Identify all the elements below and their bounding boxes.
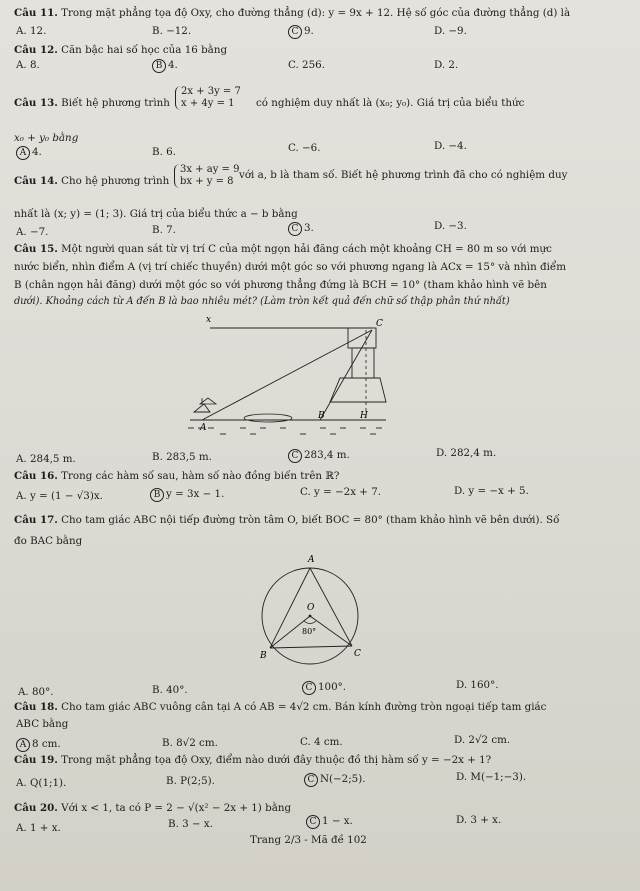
q19-stem: Câu 19. Trong mặt phẳng tọa độ Oxy, điểm nào dưới đây thuộc đồ thị hàm số y = −2x + 1? (14, 754, 492, 766)
label-c: C (376, 319, 383, 329)
q18-option-a[interactable]: A 8 cm. (16, 738, 61, 752)
q18-option-d[interactable]: D. 2√2 cm. (454, 734, 511, 746)
q14-option-a[interactable]: A. −7. (16, 226, 49, 238)
center-point (309, 615, 312, 618)
q14-option-d[interactable]: D. −3. (434, 220, 467, 232)
q11-option-c[interactable]: C 9. (288, 25, 314, 39)
q17-stem: Câu 17. Cho tam giác ABC nội tiếp đường tròn tâm O, biết BOC = 80° (tham khảo hình vẽ bên dưới). Số (14, 514, 560, 526)
q11-option-b[interactable]: B. −12. (152, 25, 192, 37)
q17-option-c[interactable]: C 100°. (302, 681, 346, 695)
label-a: A (308, 555, 315, 565)
label-c: C (354, 649, 361, 659)
q16-option-d[interactable]: D. y = −x + 5. (454, 485, 529, 497)
q11-stem: Câu 11. Trong mặt phẳng tọa độ Oxy, cho đường thẳng (d): y = 9x + 12. Hệ số góc của đường thẳng (d) là (14, 7, 571, 19)
q17-option-a[interactable]: A. 80°. (18, 686, 54, 698)
q13-option-b[interactable]: B. 6. (152, 146, 176, 158)
q19-option-a[interactable]: A. Q(1;1). (16, 777, 67, 789)
selected-circle-icon: C (302, 681, 316, 695)
side-bc (270, 646, 352, 648)
q15-option-b[interactable]: B. 283,5 m. (152, 451, 212, 463)
q13-option-d[interactable]: D. −4. (434, 140, 467, 152)
q14-stem-cont: với a, b là tham số. Biết hệ phương trình đã cho có nghiệm duy (239, 169, 568, 181)
selected-circle-icon: C (306, 815, 320, 829)
selected-circle-icon: C (288, 222, 302, 236)
side-ac (310, 568, 352, 646)
q13-stem-cont: có nghiệm duy nhất là (x₀; y₀). Giá trị của biểu thức (256, 97, 525, 109)
selected-circle-icon: C (304, 773, 318, 787)
q15-stem-line2: nước biển, nhìn điểm A (vị trí chiếc thuyền) dưới một góc so với phương ngang là ACx = 15° và nhìn điểm (14, 261, 567, 273)
boat-icon (194, 404, 210, 412)
q16-option-a[interactable]: A. y = (1 − √3)x. (16, 490, 103, 502)
selected-circle-icon: B (152, 59, 166, 73)
rock-icon (244, 414, 292, 422)
lighthouse-figure (180, 308, 390, 440)
q13-option-c[interactable]: C. −6. (288, 142, 321, 154)
q14-system: 3x + ay = 9 bx + y = 8 (174, 164, 239, 188)
side-ab (270, 568, 310, 648)
q12-option-b[interactable]: B 4. (152, 59, 178, 73)
page-footer: Trang 2/3 - Mã đề 102 (250, 834, 367, 846)
q11-option-a[interactable]: A. 12. (16, 25, 47, 37)
q12-option-c[interactable]: C. 256. (288, 59, 325, 71)
q15-stem: Câu 15. Một người quan sát từ vị trí C của một ngọn hải đăng cách một khoảng CH = 80 m so với mực (14, 243, 552, 255)
water-waves (188, 428, 382, 434)
q17-stem-line2: đo BAC bằng (14, 535, 83, 547)
selected-circle-icon: B (150, 488, 164, 502)
label-angle: 80° (302, 627, 317, 636)
label-b: B (260, 651, 267, 661)
q12-option-a[interactable]: A. 8. (16, 59, 40, 71)
label-h: H (360, 411, 368, 421)
label-o: O (307, 603, 315, 613)
q15-option-a[interactable]: A. 284,5 m. (16, 453, 76, 465)
q14-option-c[interactable]: C 3. (288, 222, 314, 236)
q14-option-b[interactable]: B. 7. (152, 224, 176, 236)
q20-option-a[interactable]: A. 1 + x. (16, 822, 61, 834)
q20-option-b[interactable]: B. 3 − x. (168, 818, 213, 830)
selected-circle-icon: C (288, 25, 302, 39)
q14-stem-line2: nhất là (x; y) = (1; 3). Giá trị của biểu thức a − b bằng (14, 208, 298, 220)
selected-circle-icon: A (16, 146, 30, 160)
q20-stem: Câu 20. Với x < 1, ta có P = 2 − √(x² − 2x + 1) bằng (14, 802, 292, 814)
lighthouse-base (330, 378, 386, 402)
q17-option-b[interactable]: B. 40°. (152, 684, 188, 696)
segment-oc (310, 616, 352, 646)
q19-option-c[interactable]: C N(−2;5). (304, 773, 366, 787)
selected-circle-icon: A (16, 738, 30, 752)
label-b: B (318, 411, 325, 421)
q16-option-c[interactable]: C. y = −2x + 7. (300, 486, 382, 498)
q20-option-d[interactable]: D. 3 + x. (456, 814, 502, 826)
q15-stem-line4: dưới). Khoảng cách từ A đến B là bao nhiêu mét? (Làm tròn kết quả đến chữ số thập phân thứ nhất) (14, 296, 510, 307)
label-a: A (200, 423, 207, 433)
q16-stem: Câu 16. Trong các hàm số sau, hàm số nào đồng biến trên ℝ? (14, 470, 340, 482)
q11-option-d[interactable]: D. −9. (434, 25, 467, 37)
q18-stem-line2: ABC bằng (16, 718, 69, 730)
q16-option-b[interactable]: B y = 3x − 1. (150, 488, 224, 502)
circle-figure (246, 550, 376, 670)
angle-arc (304, 621, 316, 624)
q12-stem: Câu 12. Căn bậc hai số học của 16 bằng (14, 44, 228, 56)
selected-circle-icon: C (288, 449, 302, 463)
q15-option-c[interactable]: C 283,4 m. (288, 449, 350, 463)
q18-option-c[interactable]: C. 4 cm. (300, 736, 343, 748)
q13-stem: Câu 13. Biết hệ phương trình (14, 97, 170, 109)
q18-stem: Câu 18. Cho tam giác ABC vuông cân tại A có AB = 4√2 cm. Bán kính đường tròn ngoại tiếp tam giác (14, 701, 547, 713)
q14-stem: Câu 14. Cho hệ phương trình (14, 175, 170, 187)
q13-expression: x₀ + y₀ bằng (14, 132, 79, 144)
q13-option-a[interactable]: A 4. (16, 146, 42, 160)
label-x: x (206, 315, 212, 325)
q12-option-d[interactable]: D. 2. (434, 59, 459, 71)
q15-option-d[interactable]: D. 282,4 m. (436, 447, 497, 459)
q19-option-d[interactable]: D. M(−1;−3). (456, 771, 527, 783)
q17-option-d[interactable]: D. 160°. (456, 679, 499, 691)
q18-option-b[interactable]: B. 8√2 cm. (162, 737, 218, 749)
q15-stem-line3: B (chân ngọn hải đăng) dưới một góc so với phương thẳng đứng là BCH = 10° (tham khảo hình vẽ bên (14, 279, 547, 291)
lighthouse-tower (352, 348, 374, 378)
q19-option-b[interactable]: B. P(2;5). (166, 775, 215, 787)
q13-system: 2x + 3y = 7 x + 4y = 1 (175, 86, 241, 110)
q20-option-c[interactable]: C 1 − x. (306, 815, 353, 829)
